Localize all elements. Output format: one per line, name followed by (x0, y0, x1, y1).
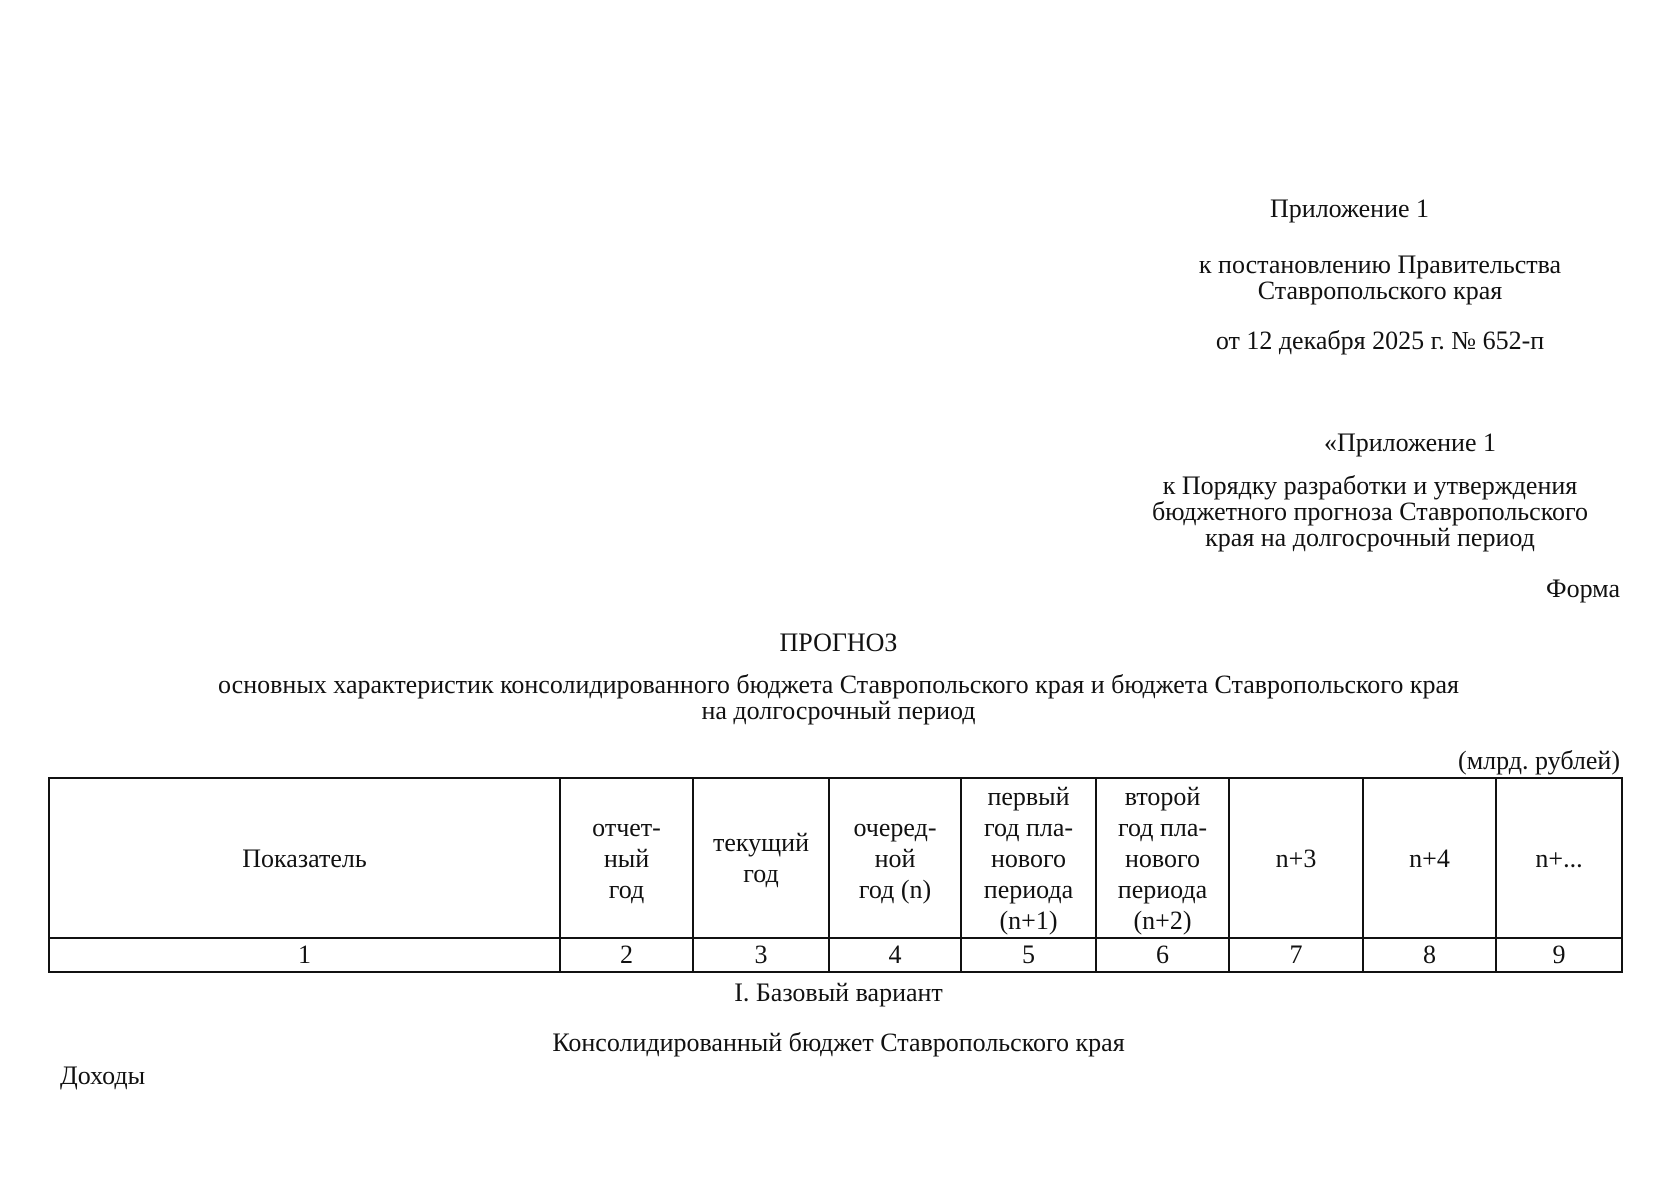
column-header: отчет- ный год (560, 778, 693, 938)
column-header: очеред- ной год (n) (829, 778, 961, 938)
column-number: 4 (829, 938, 961, 972)
column-number: 9 (1496, 938, 1622, 972)
section-budget-heading: Консолидированный бюджет Ставропольского края (552, 1028, 1125, 1057)
section-variant-heading: I. Базовый вариант (734, 978, 943, 1007)
table-header-row (49, 778, 1622, 938)
appendix-title: Приложение 1 (1270, 194, 1430, 223)
order-line-1: к Порядку разработки и утверждения (1162, 471, 1578, 500)
resolution-date: от 12 декабря 2025 г. № 652-п (1215, 326, 1545, 355)
column-number: 3 (693, 938, 829, 972)
column-number: 7 (1229, 938, 1363, 972)
column-header: второй год пла- нового периода (n+2) (1096, 778, 1229, 938)
column-number: 6 (1096, 938, 1229, 972)
form-label: Форма (1546, 574, 1620, 603)
column-number: 2 (560, 938, 693, 972)
document-subtitle-line-1: основных характеристик консолидированного бюджета Ставропольского края и бюджета Ставропольского края (218, 670, 1459, 699)
forecast-table (48, 777, 1623, 973)
column-number-row (49, 938, 1622, 972)
resolution-line-1: к постановлению Правительства (1198, 250, 1562, 279)
column-number: 5 (961, 938, 1096, 972)
column-header: n+4 (1363, 778, 1496, 938)
order-line-2: бюджетного прогноза Ставропольского (1151, 497, 1589, 526)
inner-appendix-title: «Приложение 1 (1323, 428, 1497, 457)
column-number: 8 (1363, 938, 1496, 972)
column-header: Показатель (49, 778, 560, 938)
column-header: n+... (1496, 778, 1622, 938)
income-heading: Доходы (60, 1061, 146, 1090)
order-line-3: края на долгосрочный период (1205, 523, 1535, 552)
document-subtitle-line-2: на долгосрочный период (701, 696, 976, 725)
column-header: первый год пла- нового периода (n+1) (961, 778, 1096, 938)
column-header: текущий год (693, 778, 829, 938)
document-title: ПРОГНОЗ (779, 628, 898, 657)
column-number: 1 (49, 938, 560, 972)
units-label: (млрд. рублей) (1458, 746, 1620, 775)
column-header: n+3 (1229, 778, 1363, 938)
resolution-line-2: Ставропольского края (1257, 276, 1503, 305)
